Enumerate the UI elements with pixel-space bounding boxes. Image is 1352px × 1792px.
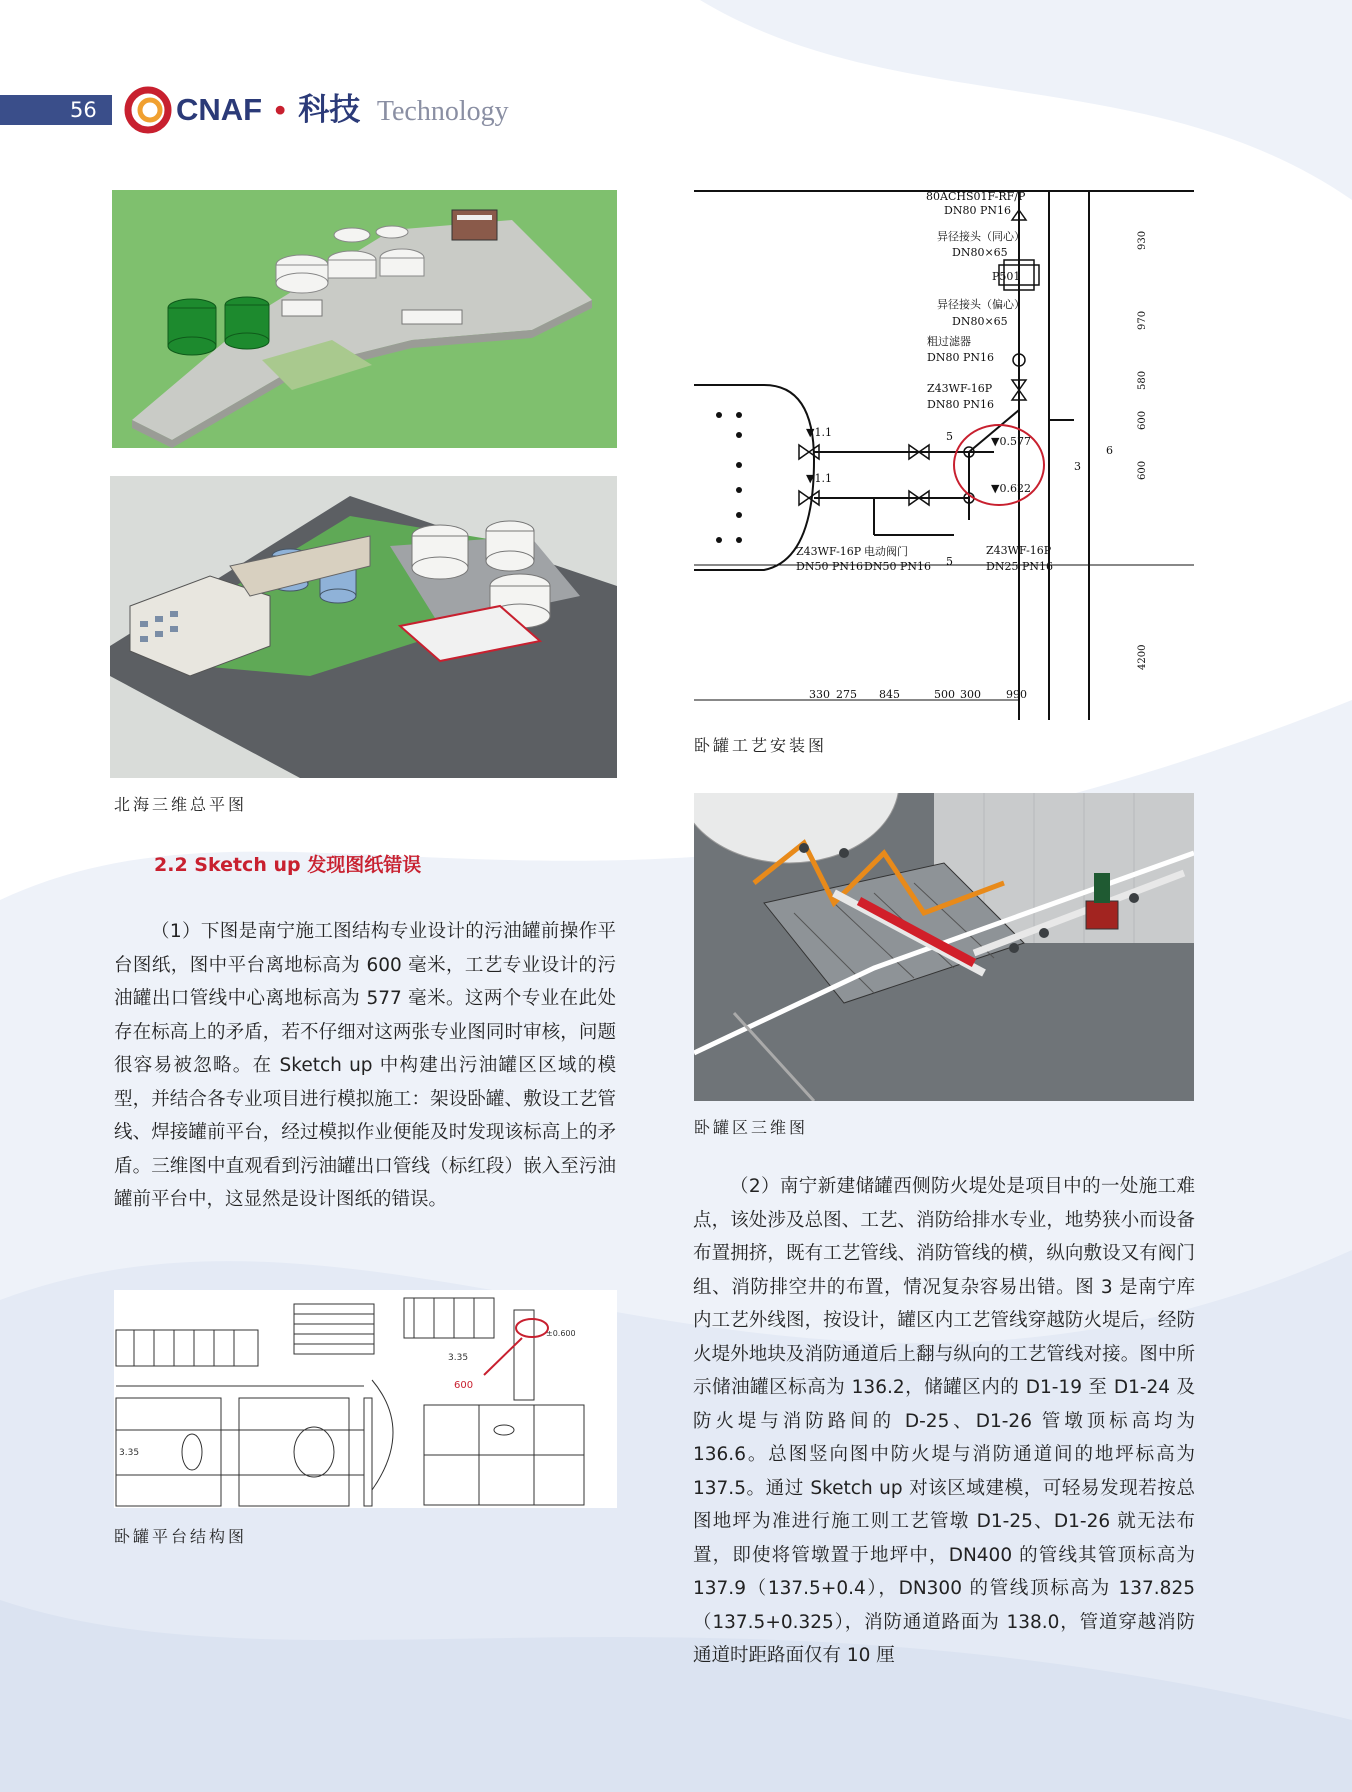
platform-label-335: 3.35 [448, 1353, 469, 1363]
label-electric-valve: 电动阀门 [864, 545, 908, 558]
vdim-970: 970 [1137, 310, 1148, 330]
brand-en: Technology [376, 96, 509, 127]
label-lvl2: ▼1.1 [806, 472, 832, 485]
label-dn80-c: DN80 PN16 [927, 398, 994, 411]
install-caption: 卧罐工艺安装图 [694, 736, 828, 755]
paragraph-2: （2）南宁新建储罐西侧防火堤处是项目中的一处施工难点，该处涉及总图、工艺、消防给排水专业，地势狭小而设备布置拥挤，既有工艺管线、消防管线的横，纵向敷设又有阀门组、消防排空井的布置，情况复杂容易出错。图 3 是南宁库内工艺外线图，按设计，罐区内工艺管线穿越防火堤后，经防火堤外地块及消防通道后上翻与纵向的工艺管线对接。图中所示储油罐区标高为 136.2，储罐区内的 D1-19 至 D1-24 及防火堤与消防路间的 D-25、D1-26 管墩顶标高均为 136.6。总图竖向图中防火堤与消防通道间的地坪标高为 137.5。通过 Sketch up 对该区域建模，可轻易发现若按总图地坪为准进行施工则工艺管墩 D1-25、D1-26 就无法布置，即使将管墩置于地坪中，DN400 的管线其管顶标高为 137.9（137.5+0.4），DN300 的管线顶标高为 137.825（137.5+0.325），消防通道路面为 138.0，管道穿越消防通道时距路面仅有 10 厘 [693, 1176, 1195, 1666]
label-z43wf-b: Z43WF-16P [796, 545, 862, 558]
dim-275: 275 [836, 688, 857, 701]
vdim-600a: 600 [1137, 410, 1148, 430]
label-dn25: DN25 PN16 [986, 560, 1053, 573]
dim-330: 330 [809, 688, 830, 701]
label-p501: P501 [992, 270, 1021, 283]
vdim-4200: 4200 [1137, 644, 1148, 670]
brand-name: CNAF [176, 92, 263, 127]
beihai-3d-plan-bottom [110, 476, 617, 778]
dim-500: 500 [934, 688, 955, 701]
dim-845: 845 [879, 688, 900, 701]
horizontal-tank-install-drawing [694, 190, 1194, 720]
page-number: 56 [70, 98, 97, 122]
label-valve1: 80ACHS01F-RF/P [926, 190, 1026, 203]
platform-structure-drawing [114, 1290, 617, 1508]
platform-label-600: 600 [454, 1380, 474, 1391]
vdim-580: 580 [1137, 370, 1148, 390]
platform-structure-caption: 卧罐平台结构图 [114, 1527, 248, 1546]
label-dn80-b: DN80 PN16 [927, 351, 994, 364]
paragraph-1: （1）下图是南宁施工图结构专业设计的污油罐前操作平台图纸，图中平台离地标高为 600 毫米，工艺专业设计的污油罐出口管线中心离地标高为 577 毫米。这两个专业在此处存在标高上的矛盾，若不仔细对这两张专业图同时审核，问题很容易被忽略。在 Sketch up 中构建出污油罐区区域的模型，并结合各专业项目进行模拟施工：架设卧罐、敷设工艺管线、焊接罐前平台，经过模拟作业便能及时发现该标高上的矛盾。三维图中直观看到污油罐出口管线（标红段）嵌入至污油罐前平台中，这显然是设计图纸的错误。 [114, 921, 616, 1210]
tank-3d-svg [694, 793, 1194, 1101]
label-dn50-b: DN50 PN16 [864, 560, 931, 573]
label-reducer-eccentric: 异径接头（偏心） [937, 298, 1025, 311]
platform-label-0600: ±0.600 [546, 1329, 576, 1338]
label-z43wf-a: Z43WF-16P [927, 382, 993, 395]
dim-990: 990 [1006, 688, 1027, 701]
beihai-3d-plan-top-drawing [112, 190, 617, 448]
beihai-3d-plan-top [112, 190, 617, 448]
label-coarse-filter: 粗过滤器 [927, 335, 971, 348]
horizontal-tank-3d-view [694, 793, 1194, 1101]
label-dn80x65-b: DN80×65 [952, 315, 1008, 328]
label-dn50-a: DN50 PN16 [796, 560, 863, 573]
label-dn80x65-a: DN80×65 [952, 246, 1008, 259]
vdim-600b: 600 [1137, 460, 1148, 480]
label-5b: 5 [946, 555, 953, 568]
label-elev2: ▼0.622 [991, 482, 1031, 495]
platform-structure-svg [114, 1290, 617, 1508]
beihai-3d-plan-bottom-drawing [110, 476, 617, 778]
install-drawing-svg [694, 190, 1194, 720]
brand-cn: 科技 [298, 92, 361, 127]
label-z43wf-c: Z43WF-16P [986, 544, 1052, 557]
label-reducer-concentric: 异径接头（同心） [937, 230, 1025, 243]
label-6: 6 [1106, 444, 1113, 457]
label-lvl1: ▼1.1 [806, 426, 832, 439]
cnaf-logo-icon [122, 86, 180, 134]
label-dn80-a: DN80 PN16 [944, 204, 1011, 217]
section-title: 2.2 Sketch up 发现图纸错误 [154, 854, 422, 876]
brand-separator: • [274, 92, 286, 127]
label-5a: 5 [946, 430, 953, 443]
dim-300: 300 [960, 688, 981, 701]
vdim-930: 930 [1137, 230, 1148, 250]
platform-label-335b: 3.35 [119, 1448, 140, 1458]
label-3: 3 [1074, 460, 1081, 473]
label-elev1: ▼0.577 [991, 435, 1031, 448]
brand-title [176, 92, 509, 128]
beihai-caption: 北海三维总平图 [114, 795, 248, 814]
tank-3d-caption: 卧罐区三维图 [694, 1118, 809, 1137]
